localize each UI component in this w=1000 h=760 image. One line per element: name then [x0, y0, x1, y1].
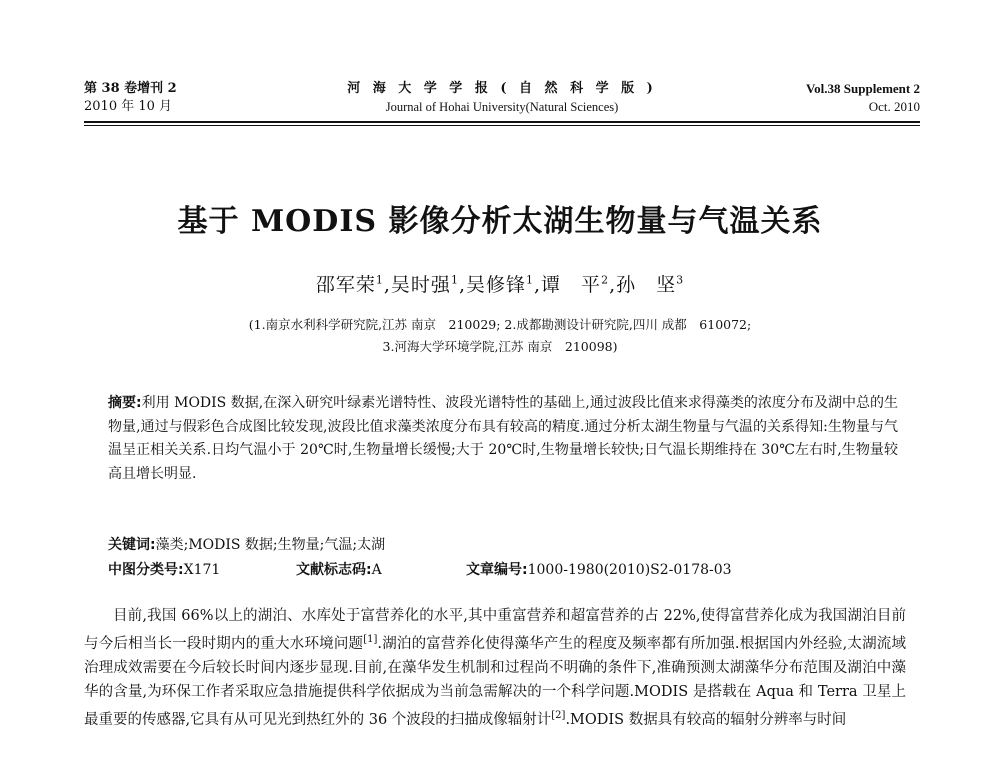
issue-info-en [806, 80, 920, 116]
author-name: 谭 平 [541, 274, 602, 296]
affiliation-line: (1.南京水利科学研究院,江苏 南京 210029; 2.成都勘测设计研究院,四川 成都 610072; [248, 317, 752, 332]
keywords [108, 534, 898, 554]
clc-code [108, 559, 220, 579]
issue-date: 2010 年 10 月 [84, 99, 173, 114]
body-text-part: 目前,我国 66%以上的湖泊、水库处于富营养化的水平,其中重富营养和超富营养的占 22%,使得富营养化成为我国湖泊目前与今后相当长一段时期内的重大水环境问题 [84, 608, 906, 652]
affiliations [0, 314, 1000, 358]
article-number [466, 559, 732, 579]
author-name: 吴时强 [390, 274, 451, 296]
volume-issue-en: Vol.38 Supplement 2 [805, 81, 920, 96]
author-affil-mark: 1 [526, 273, 534, 287]
doc-code [296, 559, 382, 579]
author-affil-mark: 1 [450, 273, 459, 287]
abstract [108, 392, 898, 486]
body-text-part: .MODIS 数据具有较高的辐射分辨率与时间 [565, 711, 847, 728]
paper-title: 基于 MODIS 影像分析太湖生物量与气温关系 [177, 204, 823, 239]
author-list: 邵军荣$^1$,吴时强$^1$,吴修锋$^1$,谭 平$^2$,孙 坚$^3$ [315, 273, 685, 296]
affiliation-line: 3.河海大学环境学院,江苏 南京 210098) [382, 339, 618, 354]
keywords-label: 关键词: [108, 537, 156, 553]
body-paragraph [84, 604, 906, 732]
header-rule-thin [84, 125, 920, 126]
header-rule-thick [84, 121, 920, 123]
volume-issue: 第 38 卷增刊 2 [84, 81, 177, 96]
doc-label: 文献标志码: [296, 562, 372, 578]
journal-name-cn: 河 海 大 学 学 报 ( 自 然 科 学 版 ) [347, 81, 657, 96]
clc-label: 中图分类号: [108, 562, 184, 578]
journal-name-en: Journal of Hohai University(Natural Sciences) [385, 100, 619, 114]
author-affil-mark: 1 [375, 273, 384, 287]
author-affil-mark: 3 [676, 273, 685, 287]
journal-name [84, 80, 920, 116]
article-label: 文章编号: [466, 562, 528, 578]
doc-value: A [371, 562, 382, 578]
citation-ref[interactable]: [2] [551, 709, 566, 721]
clc-value: X171 [183, 562, 221, 578]
author-name: 邵军荣 [315, 274, 376, 296]
journal-header [84, 80, 920, 124]
keywords-text: 藻类;MODIS 数据;生物量;气温;太湖 [155, 537, 386, 553]
body-text-part: .湖泊的富营养化使得藻华产生的程度及频率都有所加强.根据国内外经验,太湖流域治理成效需要在今后较长时间内逐步显现.目前,在藻华发生机制和过程尚不明确的条件下,准确预测太湖藻华分布范围及湖泊中藻华的含量,为环保工作者采取应急措施提供科学依据成为当前急需解决的一个科学问题.MODIS 是搭载在 Aqua 和 Terra 卫星上最重要的传感器,它具有从可见光到热红外的 36 个波段的扫描成像辐射计 [84, 635, 906, 728]
citation-ref[interactable]: [1] [363, 634, 378, 645]
author-name: 孙 坚 [616, 274, 677, 296]
abstract-text: 利用 MODIS 数据,在深入研究叶绿素光谱特性、波段光谱特性的基础上,通过波段比值来求得藻类的浓度分布及湖中总的生物量,通过与假彩色合成图比较发现,波段比值求藻类浓度分布具有较高的精度.通过分析太湖生物量与气温的关系得知:生物量与气温呈正相关关系.日均气温小于 20℃时,生物量增长缓慢;大于 20℃时,生物量增长较快;日气温长期维持在 30℃左右时,生物量较高且增长明显. [108, 395, 898, 482]
author-name: 吴修锋 [465, 274, 526, 296]
article-value: 1000-1980(2010)S2-0178-03 [527, 562, 732, 578]
author-affil-mark: 2 [601, 273, 610, 287]
issue-date-en: Oct. 2010 [868, 99, 920, 114]
abstract-label: 摘要: [108, 395, 142, 411]
